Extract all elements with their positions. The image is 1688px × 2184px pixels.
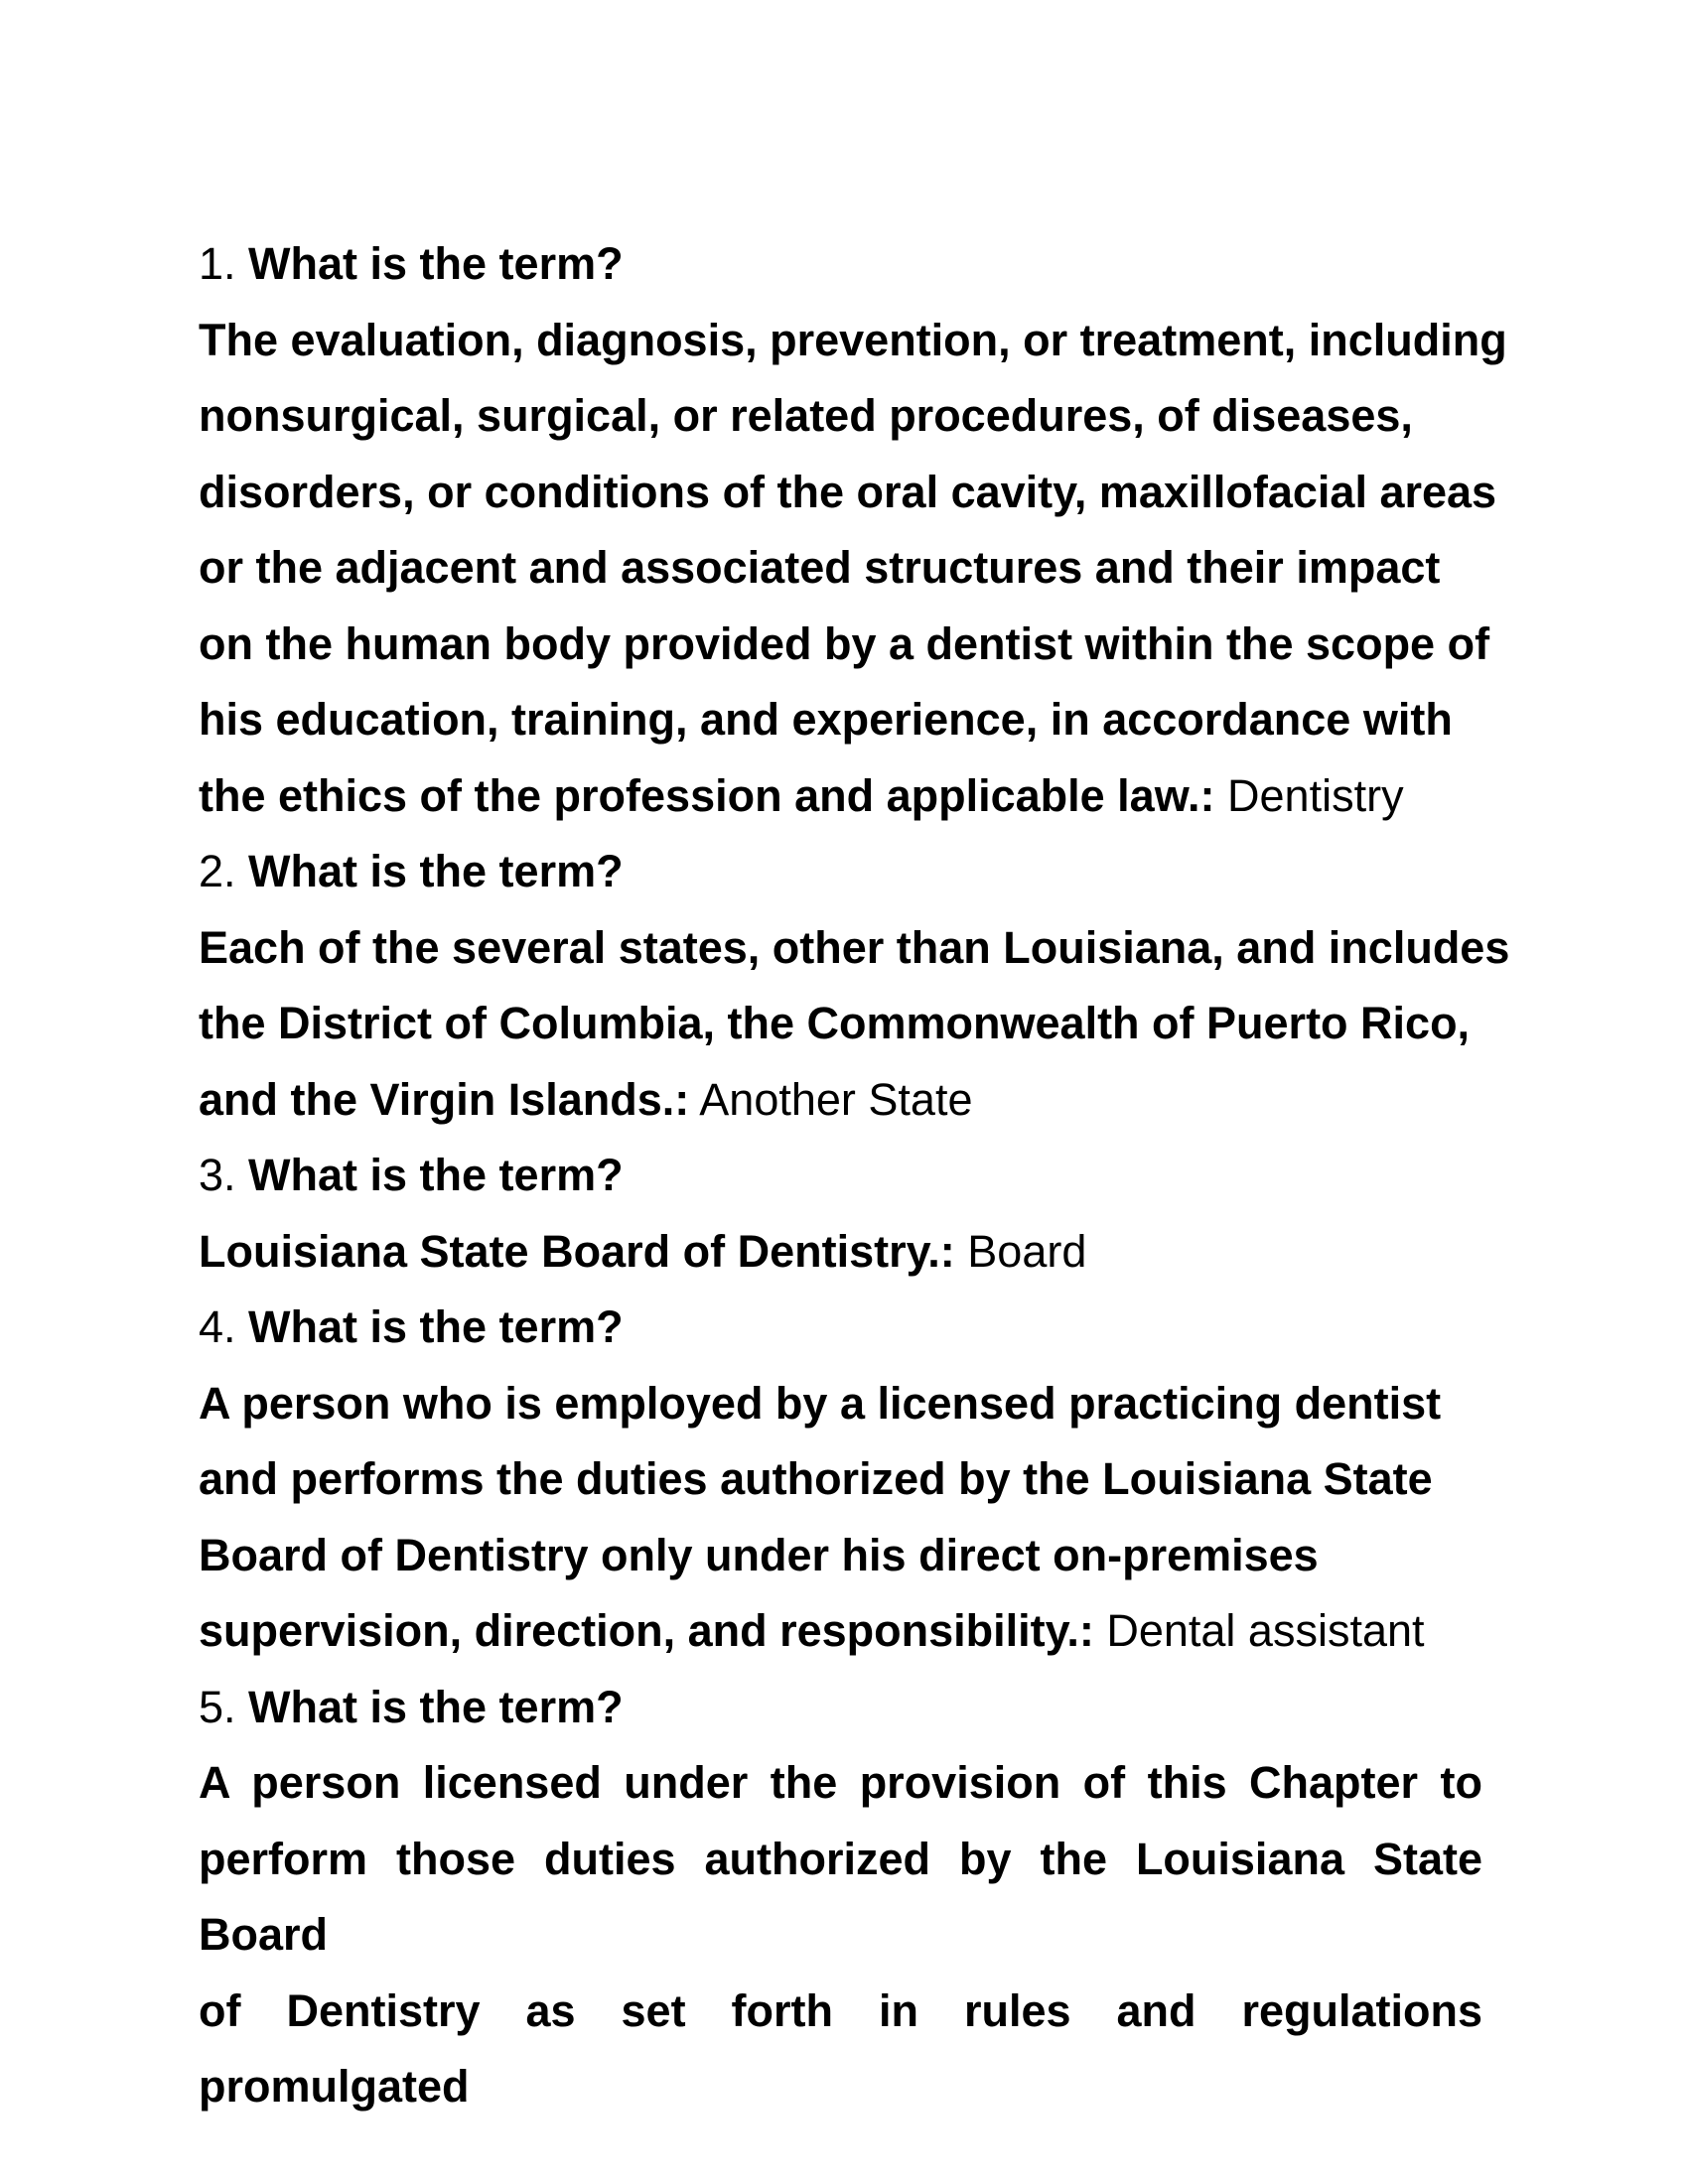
question-prompt: What is the term? xyxy=(248,1681,624,1732)
flashcard-item xyxy=(199,1290,1489,1670)
definition-line: his education, training, and experience, in accordance with xyxy=(199,694,1453,745)
item-number: 5. xyxy=(199,1681,236,1732)
definition-line: A person licensed under the provision of this Chapter to xyxy=(199,1757,1482,1808)
definition-answer-line xyxy=(199,1062,1489,1139)
definition-line: Louisiana State Board of Dentistry.: xyxy=(199,1225,955,1277)
question-line xyxy=(199,834,1489,910)
item-number: 1. xyxy=(199,238,236,289)
definition-line: and performs the duties authorized by the Louisiana State xyxy=(199,1453,1433,1504)
definition-answer-line xyxy=(199,1214,1489,1291)
flashcard-item xyxy=(199,226,1507,834)
definition-line: Board of Dentistry only under his direct on-premises xyxy=(199,1529,1319,1580)
definition-line: on the human body provided by a dentist within the scope of xyxy=(199,617,1490,669)
definition-line: The evaluation, diagnosis, prevention, or treatment, including xyxy=(199,314,1507,365)
definition-line: the ethics of the profession and applicable law.: xyxy=(199,769,1215,821)
definition-line: and the Virgin Islands.: xyxy=(199,1073,690,1125)
item-number: 2. xyxy=(199,846,236,896)
question-prompt: What is the term? xyxy=(248,238,624,289)
definition-line: disorders, or conditions of the oral cavity, maxillofacial areas xyxy=(199,466,1497,517)
answer-term: Dentistry xyxy=(1227,769,1404,821)
item-number: 4. xyxy=(199,1301,236,1352)
question-line xyxy=(199,1670,1489,1746)
item-number: 3. xyxy=(199,1150,236,1200)
document-page xyxy=(199,226,1510,2125)
definition-line: or the adjacent and associated structures and their impact xyxy=(199,542,1441,593)
definition-line: A person who is employed by a licensed practicing dentist xyxy=(199,1377,1442,1429)
definition-line: nonsurgical, surgical, or related procedures, of diseases, xyxy=(199,390,1413,441)
flashcard-item xyxy=(199,1670,1489,2125)
question-prompt: What is the term? xyxy=(248,1150,624,1200)
definition-line: of Dentistry as set forth in rules and regulations promulgated xyxy=(199,1984,1482,2112)
answer-term: Dental assistant xyxy=(1106,1605,1425,1656)
answer-term: Board xyxy=(967,1225,1087,1277)
flashcard-item xyxy=(199,1138,1489,1290)
flashcard-item xyxy=(199,834,1510,1138)
question-prompt: What is the term? xyxy=(248,846,624,896)
definition-answer-line xyxy=(199,1593,1489,1670)
question-line xyxy=(199,1138,1489,1214)
question-line xyxy=(199,1290,1489,1366)
definition-line: Each of the several states, other than Louisiana, and includes xyxy=(199,921,1510,973)
question-prompt: What is the term? xyxy=(248,1301,624,1352)
definition-line: supervision, direction, and responsibility.: xyxy=(199,1605,1094,1656)
question-line xyxy=(199,226,1489,303)
definition-answer-line xyxy=(199,758,1489,835)
definition-line: perform those duties authorized by the Louisiana State Board xyxy=(199,1833,1482,1960)
answer-term: Another State xyxy=(699,1073,973,1125)
definition-line: the District of Columbia, the Commonwealth of Puerto Rico, xyxy=(199,998,1471,1048)
